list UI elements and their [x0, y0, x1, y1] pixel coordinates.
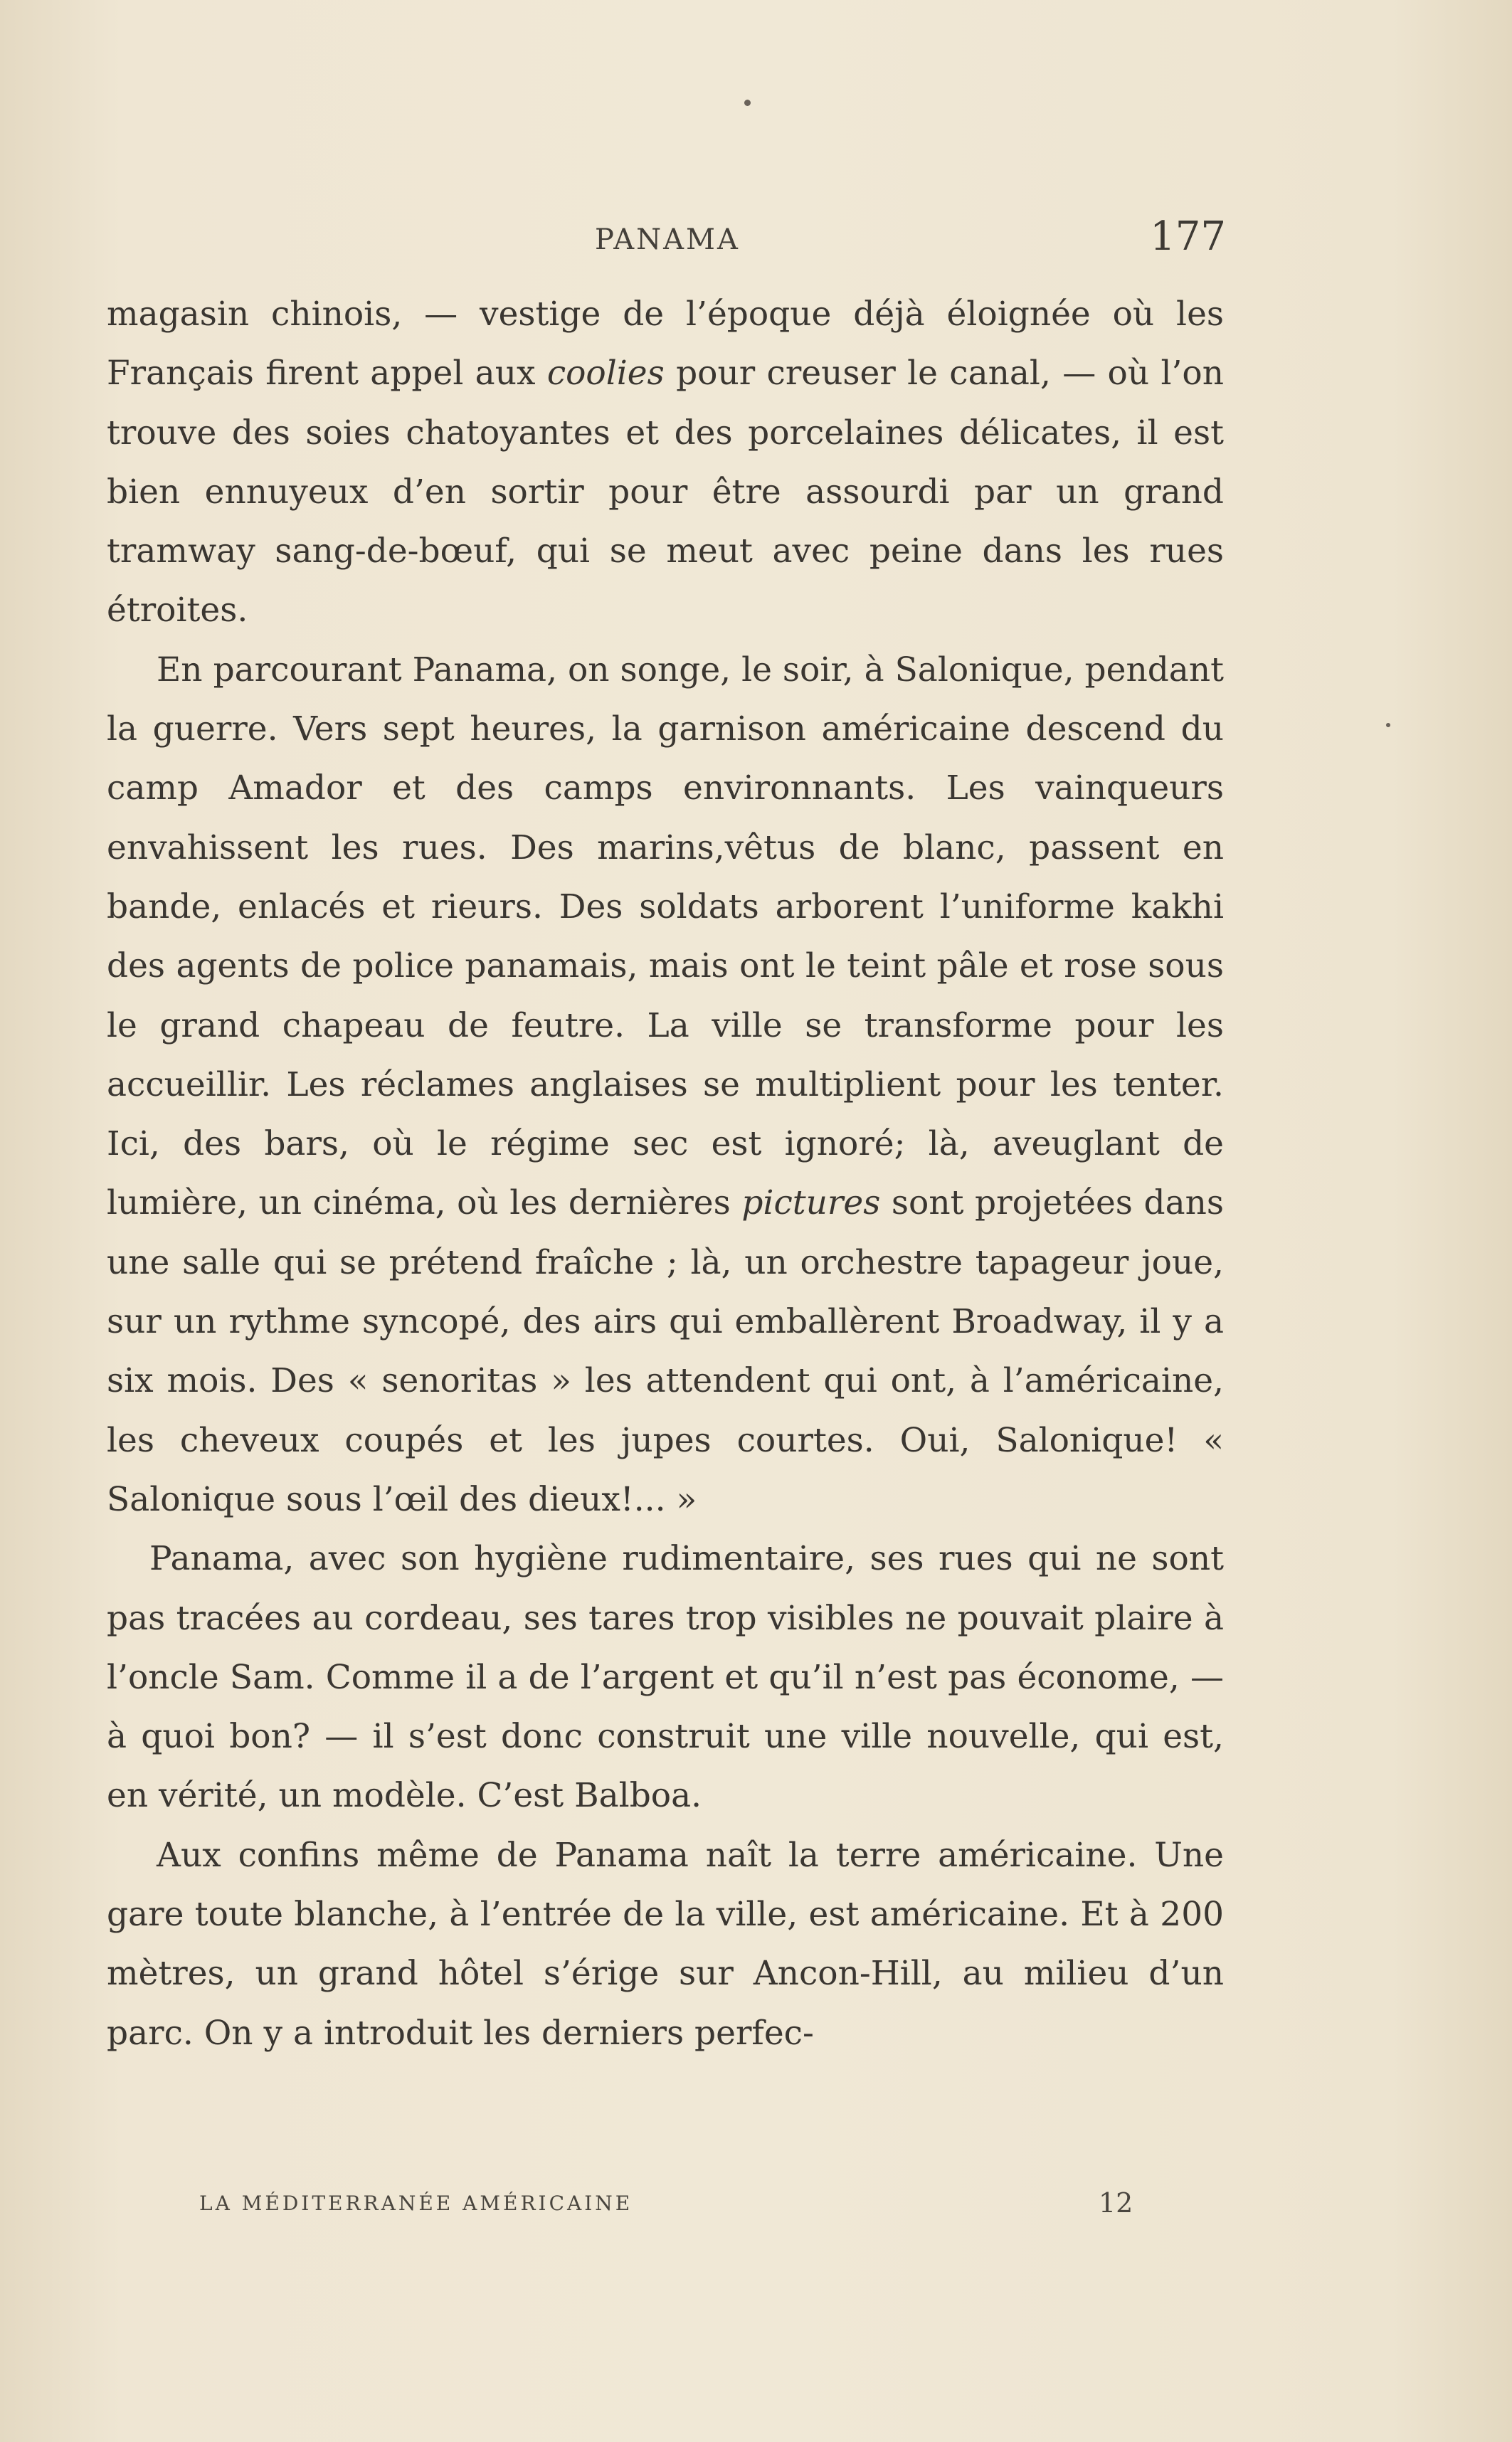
page-footer: [0, 2187, 1512, 2220]
italic-term: pictures: [741, 1183, 881, 1223]
paragraph: Aux confins même de Panama naît la terre américaine. Une gare toute blanche, à l’entrée de la ville, est américaine. Et à 200 mètres, un grand hôtel s’érige sur Ancon-Hill, au milieu d’un parc. On y a introduit les derniers perfec-: [107, 1835, 1224, 2053]
signature-mark: 12: [1099, 2187, 1133, 2219]
running-head: [0, 213, 1512, 263]
italic-term: coolies: [546, 354, 665, 393]
ink-speck: [744, 100, 751, 106]
page-number: 177: [1150, 213, 1226, 260]
paragraph: magasin chinois, — vestige de l’époque déjà éloignée où les Français firent appel aux coolies pour creuser le canal, — où l’on trouve des soies chatoyantes et des porcelaines délicates, il est bien ennuyeux d’en sortir pour être assourdi par un grand tramway sang-de-bœuf, qui se meut avec peine dans les rues étroites.: [107, 295, 1224, 630]
paragraph: Panama, avec son hygiène rudimentaire, ses rues qui ne sont pas tracées au cordeau, ses tares trop visibles ne pouvait plaire à l’oncle Sam. Comme il a de l’argent et qu’il n’est pas économe, — à quoi bon? — il s’est donc construit une ville nouvelle, qui est, en vérité, un modèle. C’est Balboa.: [107, 1539, 1224, 1816]
paragraph: En parcourant Panama, on songe, le soir, à Salonique, pendant la guerre. Vers sept heures, la garnison américaine descend du camp Amador et des camps environnants. Les vainqueurs envahissent les rues. Des marins,vêtus de blanc, passent en bande, enlacés et rieurs. Des soldats arborent l’uniforme kakhi des agents de police panamais, mais ont le teint pâle et rose sous le grand chapeau de feutre. La ville se transforme pour les accueillir. Les réclames anglaises se multiplient pour les tenter. Ici, des bars, où le régime sec est ignoré; là, aveuglant de lumière, un cinéma, où les dernières pictures sont projetées dans une salle qui se prétend fraîche ; là, un orchestre tapageur joue, sur un rythme syncopé, des airs qui emballèrent Broadway, il y a six mois. Des « senoritas » les attendent qui ont, à l’américaine, les cheveux coupés et les jupes courtes. Oui, Salonique! « Salonique sous l’œil des dieux!... »: [107, 650, 1224, 1519]
body-text: [107, 285, 1224, 2063]
book-title-signature: LA MÉDITERRANÉE AMÉRICAINE: [199, 2192, 633, 2215]
ink-speck: [1386, 723, 1390, 727]
running-head-title: PANAMA: [595, 223, 740, 256]
